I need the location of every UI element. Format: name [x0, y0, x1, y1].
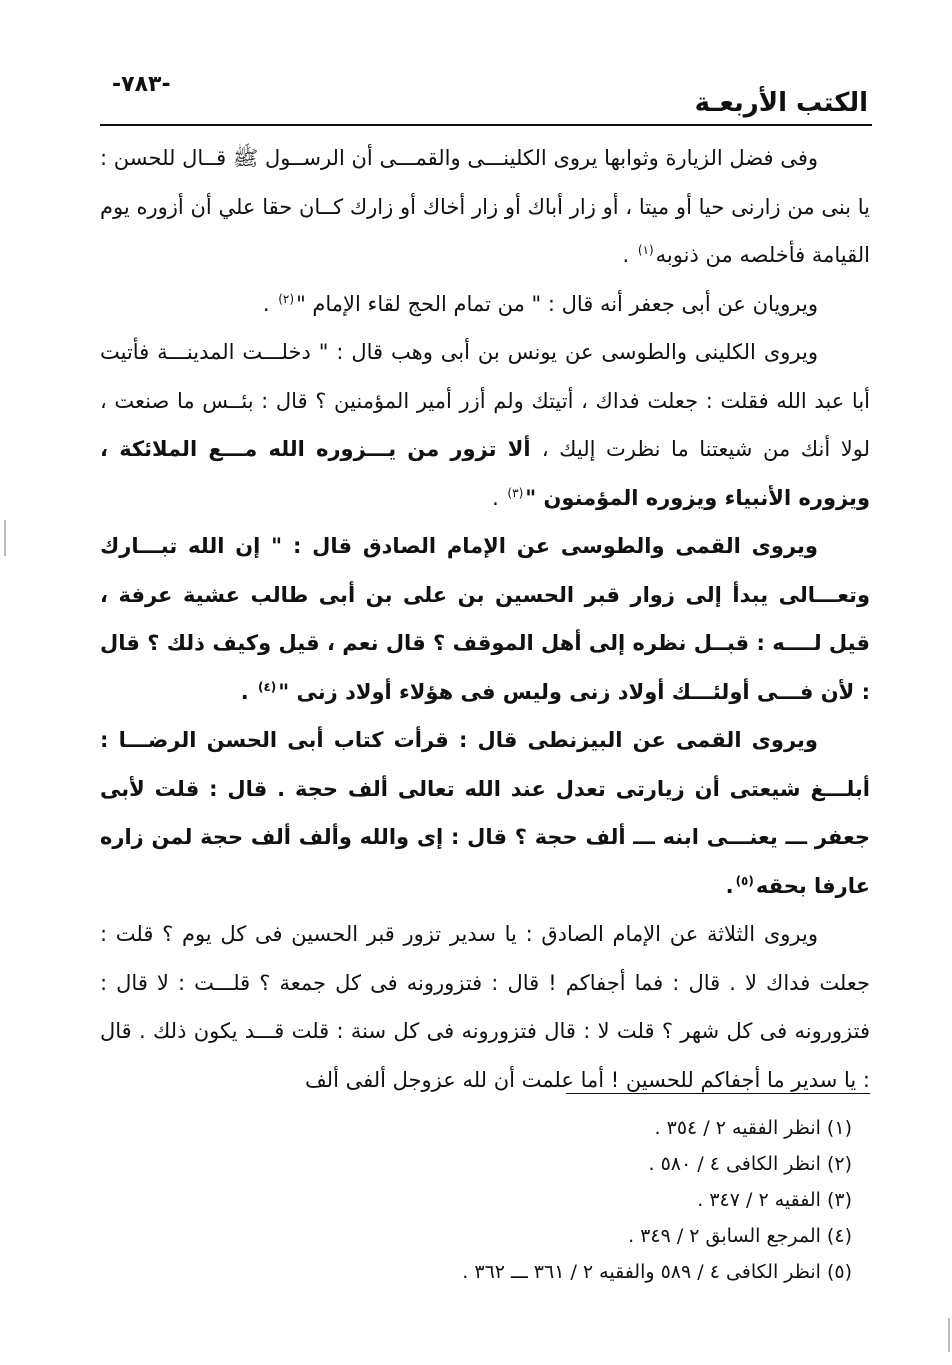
footnotes [252, 1110, 852, 1290]
footnote-ref-2: (٢) [278, 291, 295, 306]
footnote-4: (٤) المرجع السابق ٢ / ٣٤٩ . [628, 1225, 852, 1247]
paragraph-5 [100, 716, 870, 910]
paragraph-end: . [622, 243, 636, 267]
footnote-5: (٥) انظر الكافى ٤ / ٥٨٩ والفقيه ٢ / ٣٦١ ـــ ٣٦٢ . [462, 1261, 852, 1283]
paragraph-text: ويرويان عن أبى جعفر أنه قال : " من تمام الحج لقاء الإمام " [296, 291, 818, 316]
footnote-ref-5: (٥) [735, 873, 754, 888]
book-title: الكتب الأربعـة [694, 88, 868, 118]
paragraph-end: . [240, 679, 256, 704]
scan-edge-mark [4, 520, 6, 556]
main-text [100, 134, 870, 1104]
page-number: -٧٨٣- [112, 72, 171, 97]
footnote-ref-4: (٤) [257, 679, 277, 694]
paragraph-2 [100, 280, 870, 329]
paragraph-end: . [262, 291, 277, 316]
footnote-2: (٢) انظر الكافى ٤ / ٥٨٠ . [648, 1153, 852, 1175]
footnote-separator [566, 1093, 870, 1094]
paragraph-end: . [725, 873, 734, 898]
paragraph-text: ويروى الكلينى والطوسى عن يونس بن أبى وهب قال : " دخلـــت المدينـــة فأتيت أبا عبد الله فقلت : جعلت فداك ، أتيتك ولم أزر أمير المؤمنين ؟ قال : بئــس ما صنعت ، لولا أنك من شيعتنا ما نظرت إليك ، [100, 340, 870, 461]
paragraph-4 [100, 522, 870, 716]
footnote-3: (٣) الفقيه ٢ / ٣٤٧ . [697, 1189, 852, 1211]
paragraph-3 [100, 328, 870, 522]
paragraph-text: وفى فضل الزيارة وثوابها يروى الكلينـــى والقمـــى أن الرســول ﷺ قــال للحسن : يا بنى من زارنى حيا أو ميتا ، أو زار أباك أو زار أخاك أو زارك كــان حقا علي أن أزوره يوم القيامة فأخلصه من ذنوبه [100, 146, 870, 267]
scan-edge-mark [948, 1318, 950, 1352]
paragraph-text: ويروى الثلاثة عن الإمام الصادق : يا سدير تزور قبر الحسين فى كل يوم ؟ قلت : جعلت فداك لا . قال : فما أجفاكم ! قال : فتزورونه فى كل جمعة ؟ قلـــت : لا قال : فتزورونه فى كل شهر ؟ قلت لا : قال فتزورونه فى كل سنة : قلت قـــد يكون ذلك . قال : يا سدير ما أجفاكم للحسين ! أما علمت أن لله عزوجل ألفى ألف [100, 922, 870, 1092]
paragraph-6 [100, 910, 870, 1104]
paragraph-end: . [492, 485, 506, 510]
paragraph-bold-text: ألا تزور من يـــزوره الله مـــع الملائكة ، ويزوره الأنبياء ويزوره المؤمنون " [100, 437, 870, 510]
paragraph-text: ويروى القمى عن البيزنطى قال : قرأت كتاب أبى الحسن الرضـــا : أبلـــغ شيعتى أن زيارتى تعدل عند الله تعالى ألف حجة . قال : قلت لأبى جعفر ـــ يعنـــى ابنه ـــ ألف حجة ؟ قال : إى والله وألف ألف حجة لمن زاره عارفا بحقه [100, 728, 870, 898]
header-rule [100, 124, 872, 126]
footnote-ref-3: (٣) [507, 485, 524, 500]
footnote-ref-1: (١) [637, 243, 654, 257]
paragraph-text: ويروى القمى والطوسى عن الإمام الصادق قال : " إن الله تبـــارك وتعـــالى يبدأ إلى زوار قبر الحسين بن على بن أبى طالب عشية عرفة ، قيل لــــه : قبــل نظره إلى أهل الموقف ؟ قال نعم ، قيل وكيف ذلك ؟ قال : لأن فـــى أولئـــك أولاد زنى وليس فى هؤلاء أولاد زنى " [100, 534, 870, 704]
footnote-1: (١) انظر الفقيه ٢ / ٣٥٤ . [654, 1117, 852, 1139]
paragraph-1 [100, 134, 870, 280]
